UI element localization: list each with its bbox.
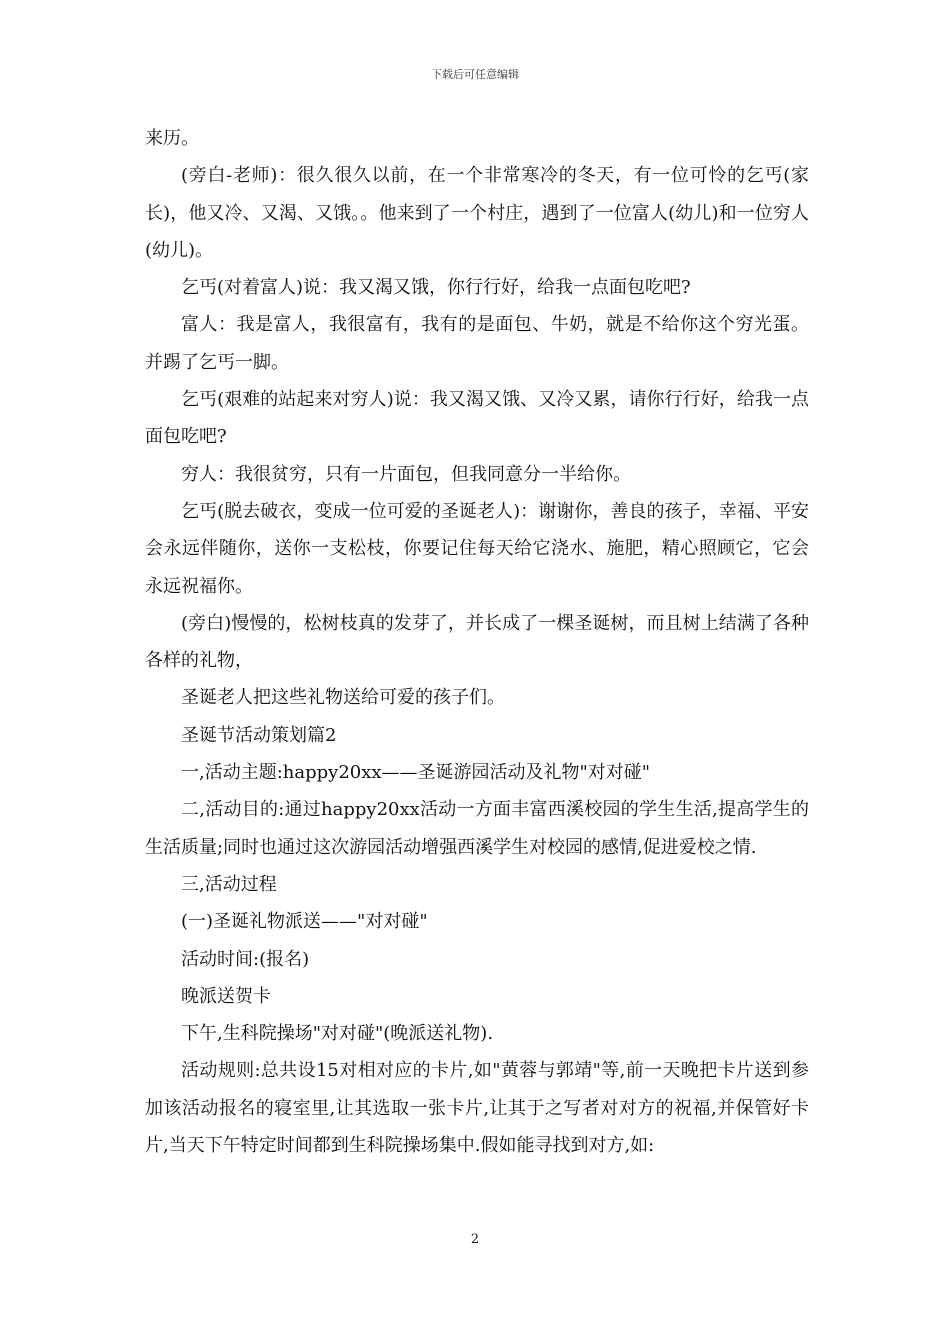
paragraph: 一,活动主题:happy20xx——圣诞游园活动及礼物"对对碰" (181, 762, 651, 784)
paragraph: 活动时间:(报名) (181, 948, 310, 970)
paragraph: 活动规则:总共设15对相对应的卡片,如"黄蓉与郭靖"等,前一天晚把卡片送到参加该活动报名的寝室里,让其选取一张卡片,让其于之写者对对方的祝福,并保管好卡片,当天下午特定时间都到生科院操场集中.假如能寻找到对方,如: (145, 1060, 809, 1157)
paragraph: 圣诞老人把这些礼物送给可爱的孩子们。 (181, 687, 505, 709)
document-body (145, 120, 809, 1164)
section-heading: 圣诞节活动策划篇2 (181, 724, 337, 746)
page-header: 下载后可任意编辑 (431, 68, 519, 81)
paragraph: 穷人：我很贫穷，只有一片面包，但我同意分一半给你。 (181, 463, 631, 485)
paragraph: 下午,生科院操场"对对碰"(晚派送礼物). (181, 1023, 494, 1045)
paragraph: (一)圣诞礼物派送——"对对碰" (181, 911, 428, 933)
paragraph: 富人：我是富人，我很富有，我有的是面包、牛奶，就是不给你这个穷光蛋。并踢了乞丐一脚。 (145, 314, 809, 373)
paragraph: 晚派送贺卡 (181, 985, 271, 1007)
paragraph: (旁白-老师)：很久很久以前，在一个非常寒冷的冬天，有一位可怜的乞丐(家长)，他又冷、又渴、又饿。。他来到了一个村庄，遇到了一位富人(幼儿)和一位穷人(幼儿)。 (145, 165, 809, 261)
paragraph: 乞丐(脱去破衣，变成一位可爱的圣诞老人)：谢谢你，善良的孩子，幸福、平安会永远伴随你，送你一支松枝，你要记住每天给它浇水、施肥，精心照顾它，它会永远祝福你。 (145, 500, 809, 597)
paragraph: 来历。 (145, 128, 199, 149)
page-number: 2 (470, 1232, 480, 1247)
paragraph: 乞丐(艰难的站起来对穷人)说：我又渴又饿、又冷又累，请你行行好，给我一点面包吃吧? (145, 389, 809, 448)
paragraph: (旁白)慢慢的，松树枝真的发芽了，并长成了一棵圣诞树，而且树上结满了各种各样的礼物， (145, 612, 809, 672)
paragraph: 乞丐(对着富人)说：我又渴又饿，你行行好，给我一点面包吃吧? (181, 277, 691, 299)
paragraph: 二,活动目的:通过happy20xx活动一方面丰富西溪校园的学生生活,提高学生的生活质量;同时也通过这次游园活动增强西溪学生对校园的感情,促进爱校之情. (145, 799, 809, 858)
paragraph: 三,活动过程 (181, 873, 277, 895)
